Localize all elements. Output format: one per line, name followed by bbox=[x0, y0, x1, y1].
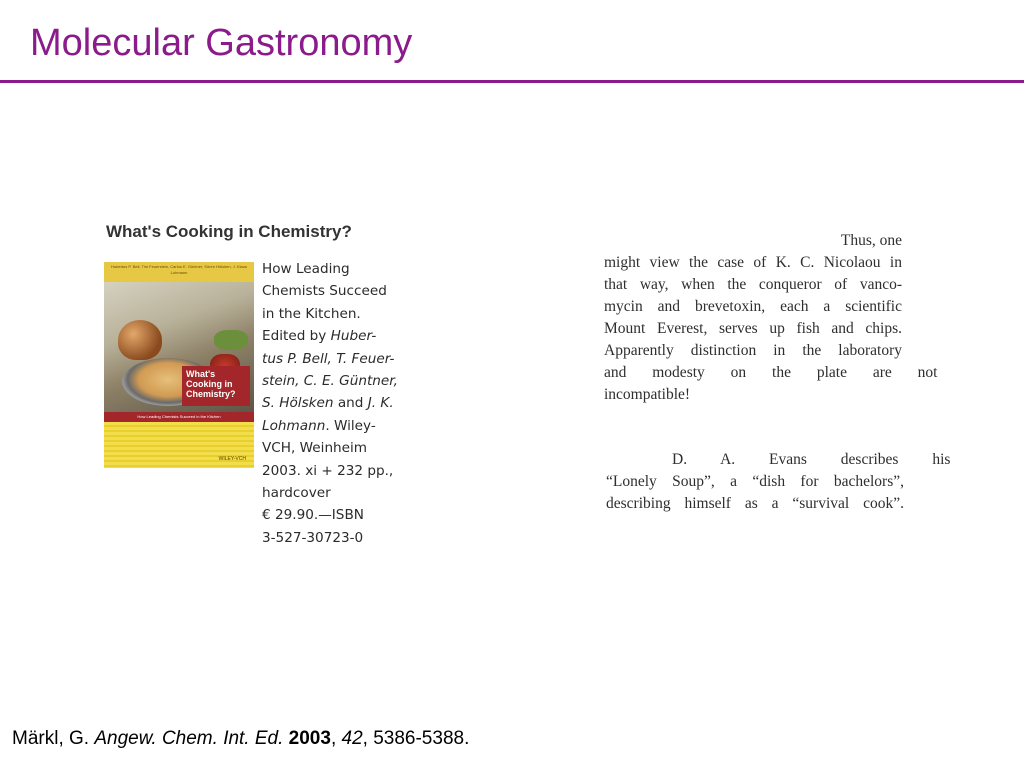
info-line: stein, C. E. Güntner, bbox=[262, 373, 398, 390]
quote-line: that way, when the conqueror of vanco- bbox=[604, 276, 902, 293]
citation-year: 2003 bbox=[288, 728, 331, 749]
quote-evans bbox=[606, 449, 951, 515]
quote-line: and modesty on the plate are not bbox=[604, 364, 938, 381]
quote-line: D. A. Evans describes his bbox=[672, 451, 951, 468]
quote-line: incompatible! bbox=[604, 386, 691, 403]
book-cover-image bbox=[104, 262, 254, 468]
info-line: VCH, Weinheim bbox=[262, 440, 368, 457]
quote-line: describing himself as a “survival cook”. bbox=[606, 495, 904, 512]
info-line: hardcover bbox=[262, 485, 331, 502]
info-text-italic: Lohmann bbox=[262, 417, 326, 434]
info-line: How Leading bbox=[262, 261, 350, 277]
vegetable-illustration bbox=[214, 330, 248, 350]
cover-subtitle: How Leading Chemists Succeed in the Kitchen bbox=[104, 412, 254, 422]
quote-line: Thus, one bbox=[840, 232, 902, 249]
info-text-italic: J. K. bbox=[367, 395, 394, 412]
citation-journal: Angew. Chem. Int. Ed. bbox=[94, 728, 284, 749]
info-line: 2003. xi + 232 pp., bbox=[262, 462, 394, 479]
quote-nicolaou bbox=[604, 230, 938, 406]
book-review-excerpt bbox=[100, 222, 420, 552]
cover-top bbox=[104, 262, 254, 412]
book-heading: What's Cooking in Chemistry? bbox=[106, 222, 352, 241]
info-text-italic: S. Hölsken bbox=[262, 395, 334, 412]
kettle-illustration bbox=[118, 320, 162, 360]
cover-publisher: WILEY-VCH bbox=[218, 456, 246, 462]
info-line: Chemists Succeed bbox=[262, 283, 387, 300]
citation-author: Märkl, G. bbox=[12, 728, 95, 749]
info-line bbox=[262, 392, 422, 414]
info-line: 3-527-30723-0 bbox=[262, 529, 364, 546]
cover-authors: Hubertus P. Bell, Tim Feuerstein, Carlos E. Güntner, Sören Hölsken, J. Klaus Lohmann bbox=[104, 262, 254, 282]
info-text-italic: Huber- bbox=[330, 328, 377, 345]
info-line bbox=[262, 415, 422, 437]
info-line: in the Kitchen. bbox=[262, 305, 361, 322]
book-info bbox=[262, 258, 422, 549]
info-line: tus P. Bell, T. Feuer- bbox=[262, 350, 395, 367]
title-divider bbox=[0, 80, 1024, 83]
info-text: . Wiley- bbox=[325, 417, 376, 434]
quote-line: “Lonely Soup”, a “dish for bachelors”, bbox=[606, 473, 904, 490]
cover-bottom bbox=[104, 422, 254, 468]
citation-pages: , 5386-5388. bbox=[362, 728, 470, 749]
info-text: and bbox=[333, 395, 368, 412]
cover-title-label: What's Cooking in Chemistry? bbox=[182, 366, 250, 406]
quote-line: might view the case of K. C. Nicolaou in bbox=[604, 254, 902, 271]
slide-title: Molecular Gastronomy bbox=[30, 22, 413, 64]
quote-line: Apparently distinction in the laboratory bbox=[604, 342, 902, 359]
citation bbox=[12, 728, 469, 750]
info-text: Edited by bbox=[262, 328, 331, 345]
info-line bbox=[262, 325, 422, 347]
quote-line: mycin and brevetoxin, each a scientific bbox=[604, 298, 902, 315]
quote-line: Mount Everest, serves up fish and chips. bbox=[604, 320, 902, 337]
info-line: € 29.90.—ISBN bbox=[262, 507, 364, 524]
citation-sep: , bbox=[330, 728, 342, 749]
citation-volume: 42 bbox=[341, 728, 363, 749]
